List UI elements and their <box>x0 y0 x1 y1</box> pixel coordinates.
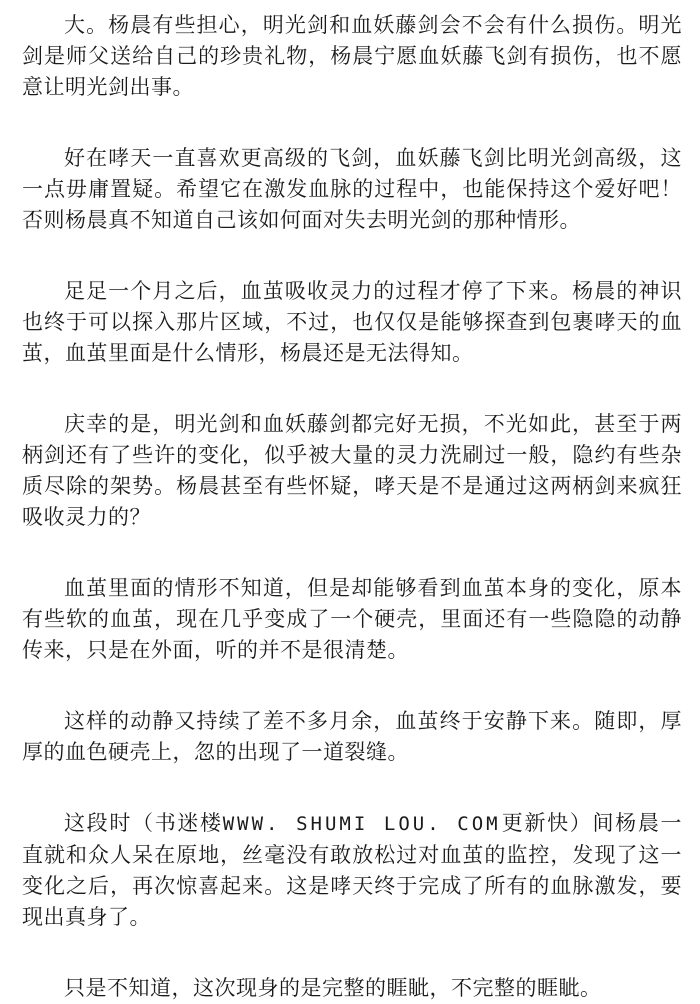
paragraph-5: 血茧里面的情形不知道，但是却能够看到血茧本身的变化，原本有些软的血茧，现在几乎变成了一个硬壳，里面还有一些隐隐的动静传来，只是在外面，听的并不是很清楚。 <box>22 576 682 662</box>
paragraph-6: 这样的动静又持续了差不多月余，血茧终于安静下来。随即，厚厚的血色硬壳上，忽的出现了一道裂缝。 <box>22 709 682 764</box>
paragraph-3: 足足一个月之后，血茧吸收灵力的过程才停了下来。杨晨的神识也终于可以探入那片区域，不过，也仅仅是能够探查到包裹哮天的血茧，血茧里面是什么情形，杨晨还是无法得知。 <box>22 279 682 365</box>
paragraph-4: 庆幸的是，明光剑和血妖藤剑都完好无损，不光如此，甚至于两柄剑还有了些许的变化，似乎被大量的灵力洗刷过一般，隐约有些杂质尽除的架势。杨晨甚至有些怀疑，哮天是不是通过这两柄剑来疯狂吸收灵力的？ <box>22 412 682 529</box>
watermark-url: WWW. SHUMI LOU. COM <box>222 813 501 835</box>
paragraph-8: 只是不知道，这次现身的是完整的睚眦，不完整的睚眦。 <box>64 976 602 1000</box>
paragraph-7 <box>22 808 682 933</box>
paragraph-2: 好在哮天一直喜欢更高级的飞剑，血妖藤飞剑比明光剑高级，这一点毋庸置疑。希望它在激发血脉的过程中，也能保持这个爱好吧！否则杨晨真不知道自己该如何面对失去明光剑的那种情形。 <box>22 146 682 232</box>
paragraph-7-before: 这段时（书迷楼 <box>64 811 223 835</box>
paragraph-1: 大。杨晨有些担心，明光剑和血妖藤剑会不会有什么损伤。明光剑是师父送给自己的珍贵礼物，杨晨宁愿血妖藤飞剑有损伤，也不愿意让明光剑出事。 <box>22 13 682 99</box>
paragraph-7-after: 更新快）间杨晨一直就和众人呆在原地，丝毫没有敢放松过对血茧的监控，发现了这一变化之后，再次惊喜起来。这是哮天终于完成了所有的血脉激发，要现出真身了。 <box>22 811 683 929</box>
